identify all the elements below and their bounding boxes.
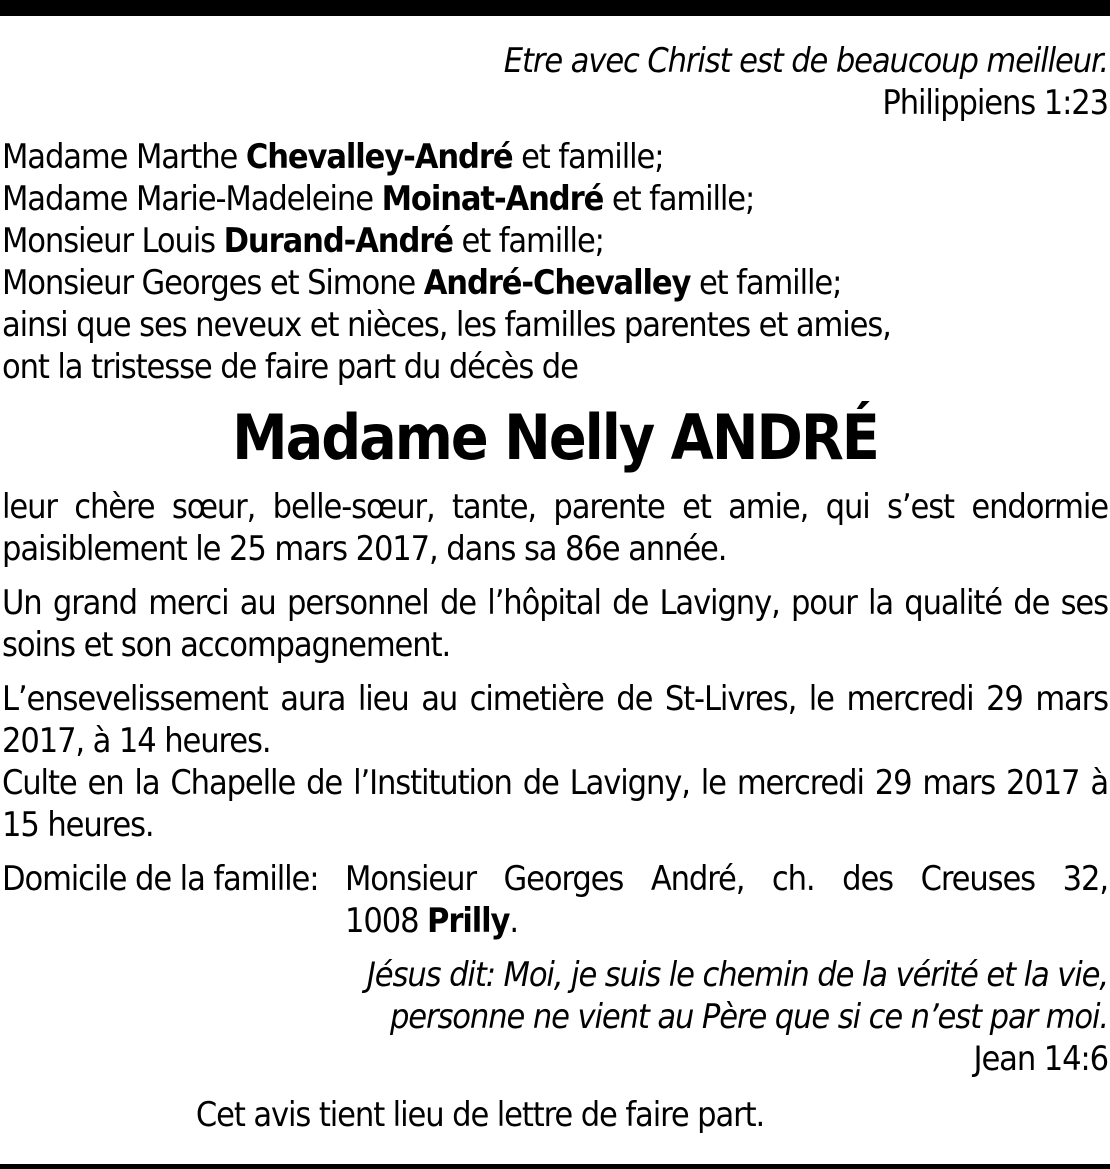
domicile-address — [345, 858, 1108, 942]
family-surname: André-Chevalley — [423, 263, 691, 303]
top-border-rule — [0, 0, 1110, 16]
family-list — [2, 136, 1108, 388]
family-member-prefix: Monsieur Georges et Simone — [2, 263, 424, 303]
family-surname: Chevalley-André — [245, 137, 513, 177]
city-name: Prilly — [427, 901, 510, 941]
family-line — [2, 178, 1108, 220]
address-word: Georges — [503, 859, 624, 899]
family-line — [2, 136, 1108, 178]
city-suffix: . — [509, 901, 518, 941]
service-paragraph: Culte en la Chapelle de l’Institution de Lavigny, le mercredi 29 mars 2017 à 15 heures. — [2, 763, 1108, 845]
address-word: ch. — [771, 859, 815, 899]
address-word: André, — [650, 859, 745, 899]
family-line — [2, 220, 1108, 262]
opening-epigraph-reference: Philippiens 1:23 — [882, 83, 1108, 123]
family-domicile — [2, 858, 1108, 942]
domicile-city-line — [345, 900, 1108, 942]
closing-epigraph-line: Jésus dit: Moi, je suis le chemin de la vérité et la vie, — [366, 955, 1108, 995]
closing-epigraph-line: personne ne vient au Père que si ce n’est par moi. — [389, 997, 1108, 1037]
domicile-address-line — [345, 858, 1108, 900]
family-member-suffix: et famille; — [603, 179, 755, 219]
family-line — [2, 262, 1108, 304]
address-word: Monsieur — [345, 859, 476, 899]
thanks-paragraph: Un grand merci au personnel de l’hôpital de Lavigny, pour la qualité de ses soins et son accompagnement. — [2, 583, 1108, 665]
opening-epigraph — [2, 40, 1108, 124]
closing-epigraph — [2, 954, 1108, 1080]
deceased-name: Madame Nelly ANDRÉ — [232, 401, 878, 474]
family-member-suffix: et famille; — [512, 137, 664, 177]
announcement-line: ont la tristesse de faire part du décès de — [2, 347, 578, 387]
postal-code: 1008 — [345, 901, 428, 941]
family-member-prefix: Madame Marie-Madeleine — [2, 179, 382, 219]
family-member-prefix: Monsieur Louis — [2, 221, 224, 261]
relatives-line: ainsi que ses neveux et nièces, les familles parentes et amies, — [2, 305, 891, 345]
closing-notice: Cet avis tient lieu de lettre de faire part. — [195, 1095, 765, 1135]
family-surname: Durand-André — [223, 221, 453, 261]
burial-paragraph: L’ensevelissement aura lieu au cimetière de St-Livres, le mercredi 29 mars 2017, à 14 heures. — [2, 679, 1108, 761]
family-member-suffix: et famille; — [690, 263, 842, 303]
domicile-label: Domicile de la famille: — [2, 859, 319, 899]
address-word: Creuses — [920, 859, 1036, 899]
closing-epigraph-reference: Jean 14:6 — [973, 1039, 1108, 1079]
obituary-notice — [2, 40, 1108, 1136]
family-surname: Moinat-André — [381, 179, 604, 219]
family-member-prefix: Madame Marthe — [2, 137, 246, 177]
bottom-border-rule — [0, 1164, 1110, 1169]
opening-epigraph-quote: Etre avec Christ est de beaucoup meilleur. — [503, 41, 1108, 81]
address-word: des — [842, 859, 894, 899]
description-paragraph: leur chère sœur, belle-sœur, tante, parente et amie, qui s’est endormie paisiblement le 25 mars 2017, dans sa 86e année. — [2, 487, 1108, 569]
address-word: 32, — [1062, 859, 1108, 899]
family-member-suffix: et famille; — [452, 221, 604, 261]
